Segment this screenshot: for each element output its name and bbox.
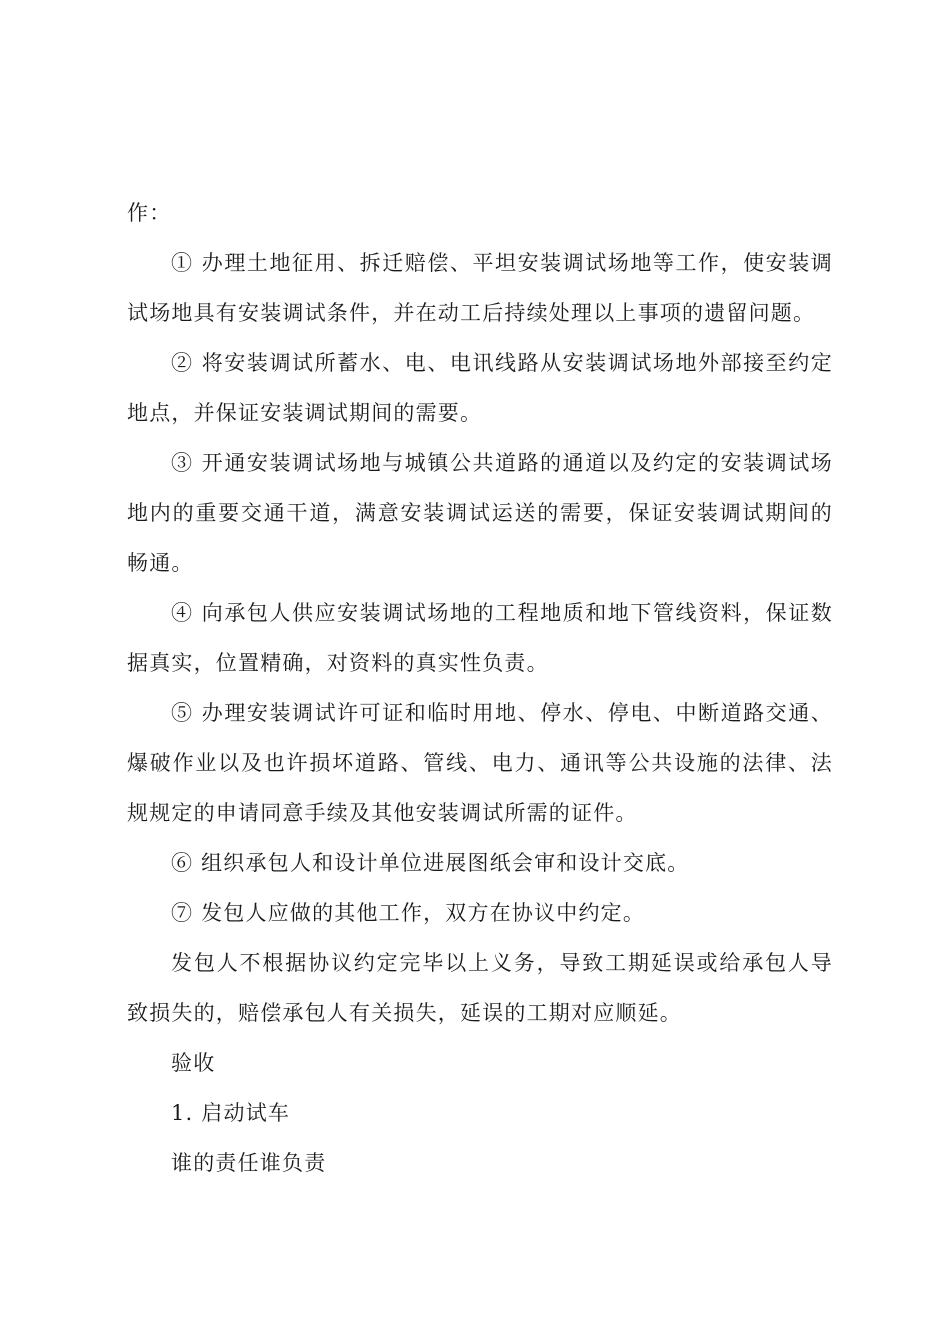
list-item-4: ④ 向承包人供应安装调试场地的工程地质和地下管线资料，保证数据真实，位置精确，对资料的真实性负责。 — [127, 601, 833, 675]
list-item-7: ⑦ 发包人应做的其他工作，双方在协议中约定。 — [171, 901, 646, 925]
list-item-3: ③ 开通安装调试场地与城镇公共道路的通道以及约定的安装调试场地内的重要交通干道，满意安装调试运送的需要，保证安装调试期间的畅通。 — [127, 451, 833, 575]
list-item-2: ② 将安装调试所蓄水、电、电讯线路从安装调试场地外部接至约定地点，并保证安装调试期间的需要。 — [127, 351, 833, 425]
document-body — [127, 188, 833, 1188]
paragraph-continuation: 作： — [127, 201, 172, 225]
list-item-6: ⑥ 组织承包人和设计单位进展图纸会审和设计交底。 — [171, 851, 690, 875]
heading-startup-trial: 1. 启动试车 — [171, 1101, 291, 1125]
list-item-5: ⑤ 办理安装调试许可证和临时用地、停水、停电、中断道路交通、爆破作业以及也许损坏道路、管线、电力、通讯等公共设施的法律、法规规定的申请同意手续及其他安装调试所需的证件。 — [127, 701, 833, 825]
paragraph-responsibility: 谁的责任谁负责 — [171, 1151, 327, 1175]
heading-acceptance: 验收 — [171, 1051, 216, 1075]
paragraph-employer-obligation: 发包人不根据协议约定完毕以上义务，导致工期延误或给承包人导致损失的，赔偿承包人有关损失，延误的工期对应顺延。 — [127, 951, 833, 1025]
list-item-1: ① 办理土地征用、拆迁赔偿、平坦安装调试场地等工作，使安装调试场地具有安装调试条件，并在动工后持续处理以上事项的遗留问题。 — [127, 251, 833, 325]
